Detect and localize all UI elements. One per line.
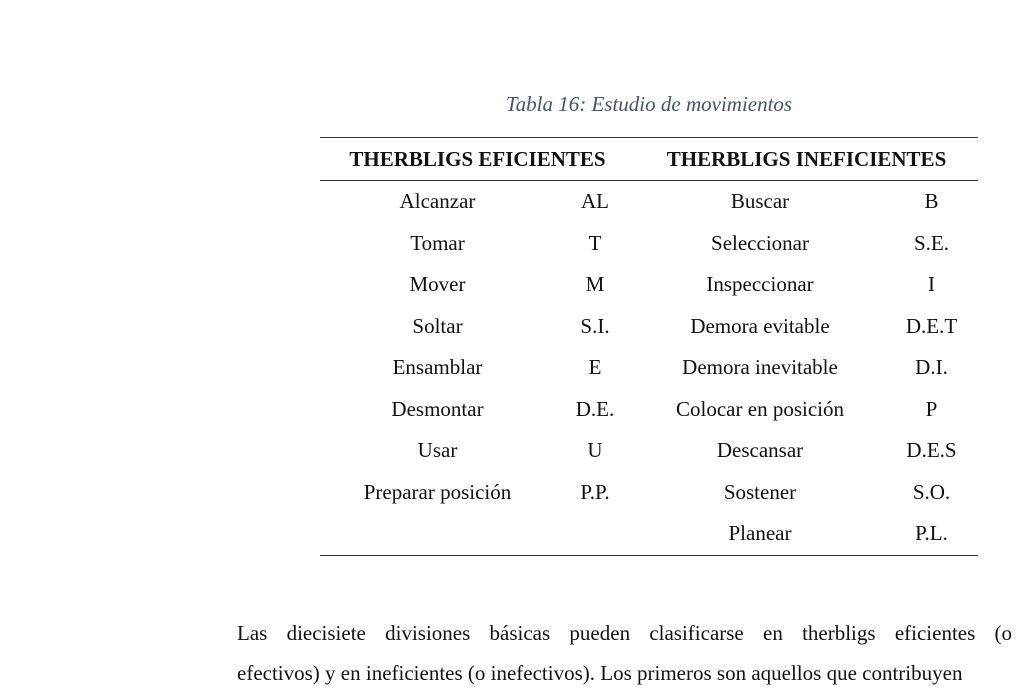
inefficient-symbol-cell: S.E. — [913, 230, 949, 255]
inefficient-name-cell: Colocar en posición — [676, 396, 844, 421]
table-caption: Tabla 16: Estudio de movimientos — [505, 92, 793, 116]
paragraph-line-2: efectivos) y en ineficientes (o inefectivos). Los primeros son aquellos que contribuyen — [237, 661, 963, 685]
inefficient-symbol-cell: D.E.T — [905, 313, 958, 338]
table-row — [320, 181, 978, 223]
header-inefficient: THERBLIGS INEFICIENTES — [635, 138, 978, 181]
inefficient-symbol-cell: D.I. — [915, 355, 948, 380]
efficient-name-cell: Soltar — [412, 313, 463, 338]
efficient-symbol-cell: S.I. — [580, 313, 610, 338]
efficient-name-cell: Tomar — [410, 230, 465, 255]
efficient-name-cell: Ensamblar — [392, 355, 483, 380]
inefficient-name-cell: Demora evitable — [690, 313, 830, 338]
therbligs-table — [320, 137, 978, 556]
efficient-name-cell: Usar — [417, 438, 458, 463]
paragraph-line-1: Las diecisiete divisiones básicas pueden clasificarse en therbligs eficientes (o — [237, 621, 1013, 645]
inefficient-name-cell: Planear — [635, 513, 885, 555]
efficient-symbol-cell: P.P. — [580, 479, 610, 504]
efficient-symbol-cell: M — [585, 272, 605, 297]
table-header-row — [320, 138, 978, 181]
inefficient-symbol-cell: B — [924, 189, 939, 214]
efficient-name-cell: Desmontar — [391, 396, 484, 421]
inefficient-name-cell: Seleccionar — [711, 230, 809, 255]
inefficient-symbol-cell: I — [928, 272, 935, 297]
table-row — [320, 223, 978, 265]
efficient-name-cell: Alcanzar — [399, 189, 476, 214]
table-row — [320, 347, 978, 389]
body-paragraph — [237, 613, 1029, 693]
inefficient-name-cell: Buscar — [730, 189, 790, 214]
inefficient-name-cell: Demora inevitable — [682, 355, 838, 380]
efficient-symbol-cell: T — [588, 230, 602, 255]
efficient-symbol-cell: AL — [581, 189, 609, 214]
table-row — [320, 264, 978, 306]
efficient-name-cell: Mover — [409, 272, 466, 297]
table-row — [320, 306, 978, 348]
efficient-name-cell: Preparar posición — [363, 479, 512, 504]
efficient-symbol-cell: U — [587, 438, 603, 463]
inefficient-name-cell: Descansar — [716, 438, 804, 463]
efficient-symbol-cell — [555, 513, 635, 555]
efficient-name-cell — [320, 513, 555, 555]
inefficient-symbol-cell: P — [925, 396, 938, 421]
table-row — [320, 513, 978, 555]
header-efficient: THERBLIGS EFICIENTES — [320, 138, 635, 181]
table-row — [320, 389, 978, 431]
inefficient-symbol-cell: P.L. — [885, 513, 978, 555]
table-row — [320, 430, 978, 472]
inefficient-name-cell: Sostener — [723, 479, 797, 504]
inefficient-symbol-cell: S.O. — [912, 479, 951, 504]
efficient-symbol-cell: E — [588, 355, 602, 380]
inefficient-symbol-cell: D.E.S — [906, 438, 957, 463]
table-row — [320, 472, 978, 514]
inefficient-name-cell: Inspeccionar — [706, 272, 814, 297]
efficient-symbol-cell: D.E. — [575, 396, 615, 421]
